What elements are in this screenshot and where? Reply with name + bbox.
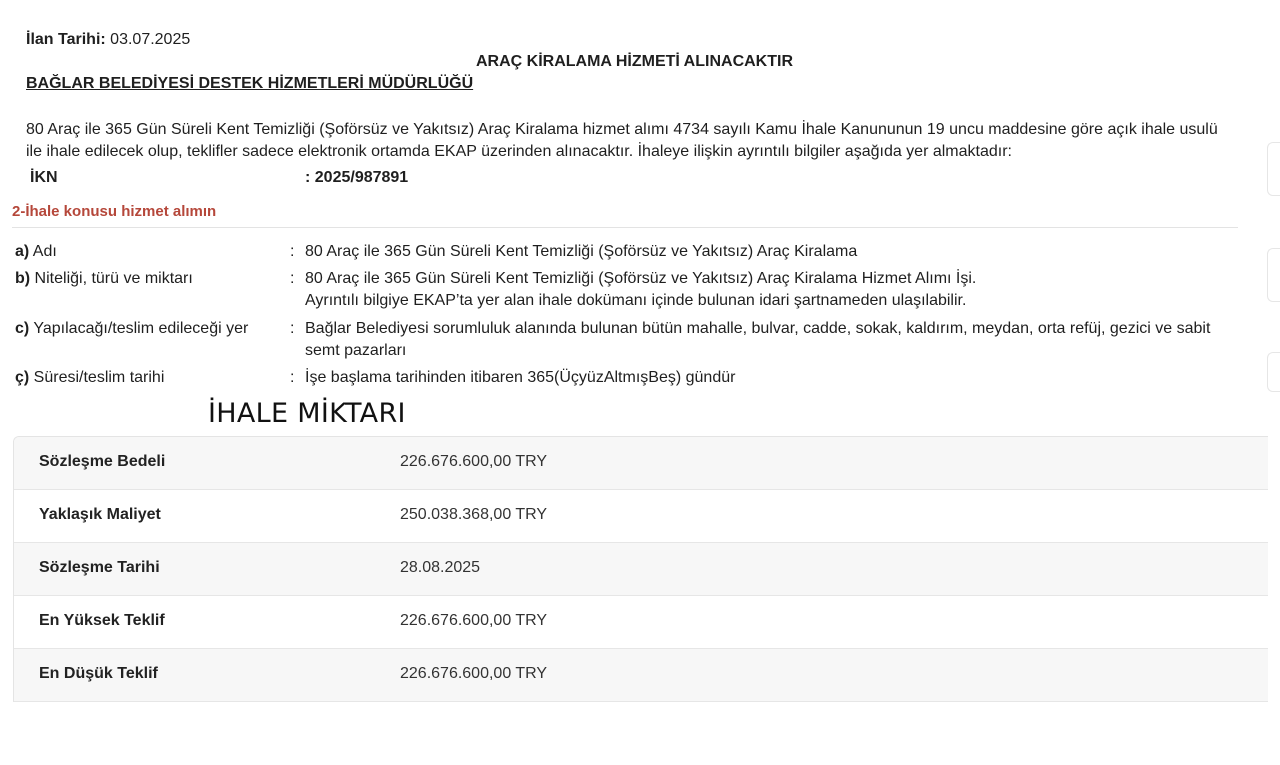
spec-letter: a) xyxy=(15,243,30,260)
spec-colon: : xyxy=(290,270,295,287)
spec-row-duration xyxy=(15,367,1255,389)
spec-label-text: Süresi/teslim tarihi xyxy=(29,369,165,386)
spec-label xyxy=(15,318,285,340)
ikn-value: : 2025/987891 xyxy=(305,169,409,186)
announcement-date xyxy=(26,31,190,49)
side-panel-tab[interactable] xyxy=(1267,352,1280,392)
spec-label xyxy=(15,241,285,263)
amount-value: 226.676.600,00 TRY xyxy=(400,453,548,470)
spec-row-name xyxy=(15,241,1255,263)
section-divider xyxy=(12,227,1238,228)
spec-colon: : xyxy=(290,369,295,386)
spec-value-line: 80 Araç ile 365 Gün Süreli Kent Temizliği (Şoförsüz ve Yakıtsız) Araç Kiralama Hizmet Alımı İşi. xyxy=(305,270,977,287)
amount-row-estimated-cost xyxy=(14,490,1268,543)
amount-key: Sözleşme Bedeli xyxy=(39,453,166,470)
spec-label-text: Yapılacağı/teslim edileceği yer xyxy=(29,320,249,337)
spec-label-text: Niteliği, türü ve miktarı xyxy=(30,270,193,287)
spec-letter: b) xyxy=(15,270,31,287)
amount-value: 226.676.600,00 TRY xyxy=(400,612,548,629)
amount-value: 28.08.2025 xyxy=(400,559,481,576)
spec-value: 80 Araç ile 365 Gün Süreli Kent Temizliği (Şoförsüz ve Yakıtsız) Araç Kiralama xyxy=(305,243,858,260)
amount-value: 250.038.368,00 TRY xyxy=(400,506,548,523)
amount-table xyxy=(13,436,1268,702)
amount-row-highest-bid xyxy=(14,596,1268,649)
spec-row-location xyxy=(15,318,1255,362)
spec-letter: c) xyxy=(15,320,30,337)
spec-colon: : xyxy=(290,320,295,337)
spec-colon: : xyxy=(290,243,295,260)
amount-key: En Düşük Teklif xyxy=(39,665,158,682)
section-heading: 2-İhale konusu hizmet alımın xyxy=(12,203,217,220)
amount-heading: İHALE MİKTARI xyxy=(208,398,406,429)
spec-value: İşe başlama tarihinden itibaren 365(ÜçyüzAltmışBeş) gündür xyxy=(305,369,736,386)
spec-letter: ç) xyxy=(15,369,30,386)
spec-value xyxy=(305,268,1245,312)
spec-label-text: Adı xyxy=(29,243,57,260)
page-title: ARAÇ KİRALAMA HİZMETİ ALINACAKTIR xyxy=(476,53,793,70)
spec-label xyxy=(15,367,285,389)
announcement-date-label: İlan Tarihi: xyxy=(26,31,106,48)
department-name: BAĞLAR BELEDİYESİ DESTEK HİZMETLERİ MÜDÜRLÜĞÜ xyxy=(26,75,474,92)
announcement-date-value: 03.07.2025 xyxy=(110,31,191,48)
amount-key: En Yüksek Teklif xyxy=(39,612,165,629)
amount-key: Yaklaşık Maliyet xyxy=(39,506,161,523)
spec-value-line: Ayrıntılı bilgiye EKAP’ta yer alan ihale dokümanı içinde bulunan idari şartnameden ulaşılabilir. xyxy=(305,292,967,309)
side-panel-tab[interactable] xyxy=(1267,142,1280,196)
amount-key: Sözleşme Tarihi xyxy=(39,559,160,576)
intro-paragraph: 80 Araç ile 365 Gün Süreli Kent Temizliği (Şoförsüz ve Yakıtsız) Araç Kiralama hizmet alımı 4734 sayılı Kamu İhale Kanununun 19 uncu maddesine göre açık ihale usulü ile ihale edilecek olup, teklifler sadece elektronik ortamda EKAP üzerinden alınacaktır. İhaleye ilişkin ayrıntılı bilgiler aşağıda yer almaktadır: xyxy=(26,121,1218,160)
amount-value: 226.676.600,00 TRY xyxy=(400,665,548,682)
spec-value: Bağlar Belediyesi sorumluluk alanında bulunan bütün mahalle, bulvar, cadde, sokak, kaldırım, meydan, orta refüj, gezici ve sabit semt pazarları xyxy=(305,320,1211,359)
spec-label xyxy=(15,268,285,290)
ikn-label: İKN xyxy=(30,169,58,186)
side-panel-tab[interactable] xyxy=(1267,248,1280,302)
amount-row-contract-date xyxy=(14,543,1268,596)
amount-row-lowest-bid xyxy=(14,649,1268,702)
amount-row-contract-price xyxy=(14,437,1268,490)
spec-row-nature xyxy=(15,268,1255,312)
